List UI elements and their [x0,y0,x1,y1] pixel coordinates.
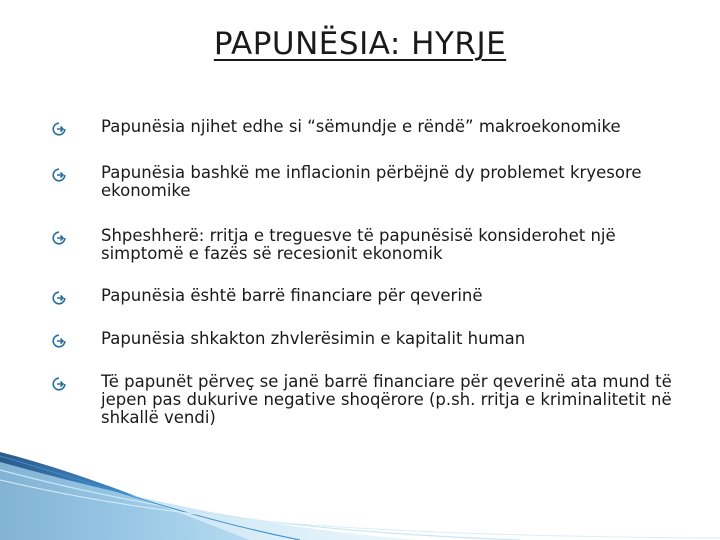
circled-arrow-icon [52,121,66,135]
bullet-text: Papunësia është barrë financiare për qeverinë [101,286,483,305]
bullet-text: Papunësia bashkë me inflacionin përbëjnë dy problemet kryesore ekonomike [101,163,642,200]
circled-arrow-icon [52,230,66,244]
circled-arrow-icon [52,333,66,347]
bullet-text: Shpeshherë: rritja e treguesve të papunësisë konsiderohet një simptomë e fazës së recesionit ekonomik [101,226,616,263]
bullet-text: Të papunët përveç se janë barrë financiare për qeverinë ata mund të jepen pas dukurive negative shoqërore (p.sh. rritja e kriminalitetit në shkallë vendi) [101,372,672,427]
circled-arrow-icon [52,376,66,390]
bullet-text: Papunësia njihet edhe si “sëmundje e rëndë” makroekonomike [101,117,621,136]
circled-arrow-icon [52,167,66,181]
slide-title: PAPUNËSIA: HYRJE [213,26,507,62]
bullet-text: Papunësia shkakton zhvlerësimin e kapitalit human [101,329,526,348]
circled-arrow-icon [52,290,66,304]
bottom-wave-decoration [0,440,720,540]
